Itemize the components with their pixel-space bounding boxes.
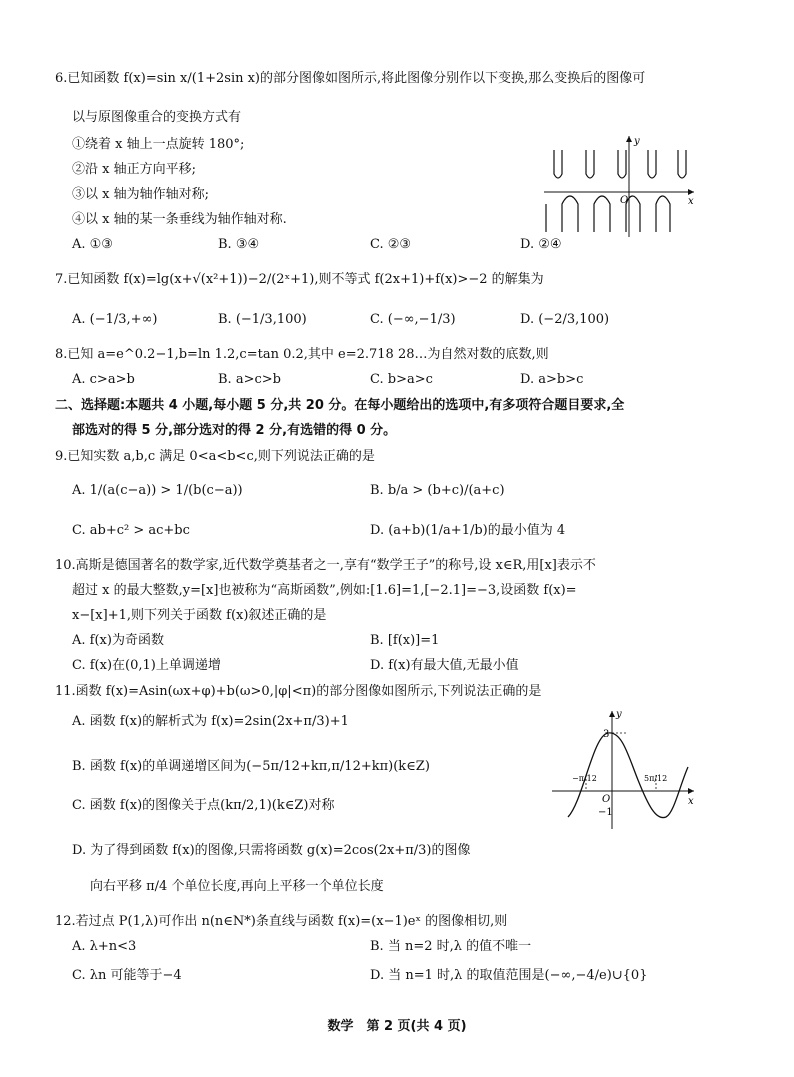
q7-option-c: C. (−∞,−1/3) xyxy=(370,312,456,327)
q6-function-graph xyxy=(540,132,700,242)
q11-option-d-continued: 向右平移 π/4 个单位长度,再向上平移一个单位长度 xyxy=(90,879,384,894)
q6-origin-label: O xyxy=(620,195,629,206)
q11-y-arrow xyxy=(609,711,615,717)
q10-stem-line3: x−[x]+1,则下列关于函数 f(x)叙述正确的是 xyxy=(72,608,327,623)
q8-option-a: A. c>a>b xyxy=(72,372,135,387)
q6-y-arrow xyxy=(626,136,632,142)
q11-ym1-label: −1 xyxy=(598,807,613,818)
q6-item-4: ④以 x 轴的某一条垂线为轴作轴对称. xyxy=(72,212,287,227)
q8-stem: 8.已知 a=e^0.2−1,b=ln 1.2,c=tan 0.2,其中 e=2.718 28…为自然对数的底数,则 xyxy=(55,347,549,362)
page-footer: 数学 第 2 页(共 4 页) xyxy=(327,1019,467,1034)
q8-option-c: C. b>a>c xyxy=(370,372,433,387)
q11-y-label: y xyxy=(616,709,622,720)
q11-y3-label: 3 xyxy=(603,729,610,740)
q7-option-a: A. (−1/3,+∞) xyxy=(72,312,158,327)
q10-stem-line1: 10.高斯是德国著名的数学家,近代数学奠基者之一,享有“数学王子”的称号,设 x∈R,用[x]表示不 xyxy=(55,558,596,573)
q10-stem-line2: 超过 x 的最大整数,y=[x]也被称为“高斯函数”,例如:[1.6]=1,[−2.1]=−3,设函数 f(x)= xyxy=(72,583,577,598)
section2-heading-line2: 部选对的得 5 分,部分选对的得 2 分,有选错的得 0 分。 xyxy=(72,423,397,438)
q11-xl-label: −π/12 xyxy=(572,774,597,783)
q11-stem: 11.函数 f(x)=Asin(ωx+φ)+b(ω>0,|φ|<π)的部分图像如图所示,下列说法正确的是 xyxy=(55,684,542,699)
q6-x-arrow xyxy=(688,189,694,195)
q6-curve xyxy=(546,150,686,232)
q12-option-b: B. 当 n=2 时,λ 的值不唯一 xyxy=(370,939,532,954)
q6-stem-line2: 以与原图像重合的变换方式有 xyxy=(72,110,242,125)
q11-function-graph xyxy=(548,705,700,830)
q7-option-d: D. (−2/3,100) xyxy=(520,312,610,327)
q9-stem: 9.已知实数 a,b,c 满足 0<a<b<c,则下列说法正确的是 xyxy=(55,449,375,464)
q9-option-a: A. 1/(a(c−a)) > 1/(b(c−a)) xyxy=(72,483,243,498)
q6-option-d: D. ②④ xyxy=(520,237,562,252)
q6-item-2: ②沿 x 轴正方向平移; xyxy=(72,162,196,177)
q9-option-d: D. (a+b)(1/a+1/b)的最小值为 4 xyxy=(370,523,566,538)
q8-option-b: B. a>c>b xyxy=(218,372,281,387)
q6-option-b: B. ③④ xyxy=(218,237,260,252)
q7-stem: 7.已知函数 f(x)=lg(x+√(x²+1))−2/(2ˣ+1),则不等式 f(2x+1)+f(x)>−2 的解集为 xyxy=(55,272,544,287)
q11-option-d: D. 为了得到函数 f(x)的图像,只需将函数 g(x)=2cos(2x+π/3)的图像 xyxy=(72,843,471,858)
q12-option-c: C. λn 可能等于−4 xyxy=(72,968,182,983)
q10-option-c: C. f(x)在(0,1)上单调递增 xyxy=(72,658,221,673)
q11-x-arrow xyxy=(688,788,694,794)
q6-y-label: y xyxy=(634,136,640,147)
q6-stem-line1: 6.已知函数 f(x)=sin x/(1+2sin x)的部分图像如图所示,将此图像分别作以下变换,那么变换后的图像可 xyxy=(55,71,646,86)
q6-item-3: ③以 x 轴为轴作轴对称; xyxy=(72,187,209,202)
q11-origin-label: O xyxy=(602,794,611,805)
q9-option-c: C. ab+c² > ac+bc xyxy=(72,523,190,538)
q10-option-a: A. f(x)为奇函数 xyxy=(72,633,164,648)
q11-xr-label: 5π/12 xyxy=(644,774,668,783)
section2-heading-line1: 二、选择题:本题共 4 小题,每小题 5 分,共 20 分。在每小题给出的选项中,有多项符合题目要求,全 xyxy=(55,398,625,413)
q6-option-a: A. ①③ xyxy=(72,237,113,252)
q11-option-b: B. 函数 f(x)的单调递增区间为(−5π/12+kπ,π/12+kπ)(k∈Z) xyxy=(72,759,430,774)
q12-option-d: D. 当 n=1 时,λ 的取值范围是(−∞,−4/e)∪{0} xyxy=(370,968,648,983)
q9-option-b: B. b/a > (b+c)/(a+c) xyxy=(370,483,505,498)
q10-option-d: D. f(x)有最大值,无最小值 xyxy=(370,658,519,673)
q6-item-1: ①绕着 x 轴上一点旋转 180°; xyxy=(72,137,245,152)
q11-x-label: x xyxy=(688,796,694,807)
q12-stem: 12.若过点 P(1,λ)可作出 n(n∈N*)条直线与函数 f(x)=(x−1)eˣ 的图像相切,则 xyxy=(55,914,508,929)
q6-option-c: C. ②③ xyxy=(370,237,412,252)
q11-option-a: A. 函数 f(x)的解析式为 f(x)=2sin(2x+π/3)+1 xyxy=(72,714,349,729)
q8-option-d: D. a>b>c xyxy=(520,372,584,387)
q6-x-label: x xyxy=(688,196,694,207)
q12-option-a: A. λ+n<3 xyxy=(72,939,137,954)
q11-option-c: C. 函数 f(x)的图像关于点(kπ/2,1)(k∈Z)对称 xyxy=(72,798,335,813)
q7-option-b: B. (−1/3,100) xyxy=(218,312,307,327)
q10-option-b: B. [f(x)]=1 xyxy=(370,633,440,648)
